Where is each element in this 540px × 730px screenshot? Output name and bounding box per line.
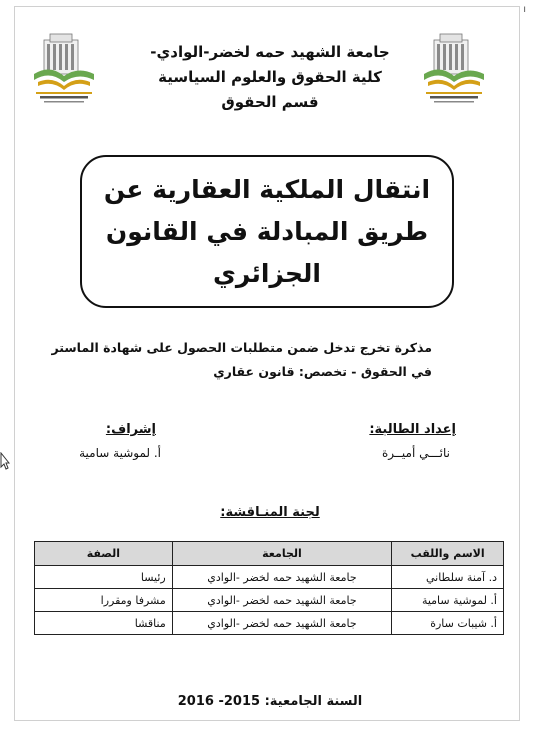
memo-line-1: مذكرة تخرج تدخل ضمن متطلبات الحصول على شهادة الماستر <box>51 340 432 355</box>
thesis-title-line-2: طريق المبادلة في القانون <box>105 217 429 246</box>
university-logo-right <box>420 30 488 112</box>
supervisor-name: أ. لموشية سامية <box>79 446 161 460</box>
cursor-arrow-icon <box>0 452 10 470</box>
table-row <box>35 566 504 589</box>
thesis-title-line-3: الجزائري <box>213 259 321 288</box>
prepared-by-label: إعداد الطالبة: <box>369 422 456 437</box>
member-university: جامعة الشهيد حمه لخضر -الوادي <box>172 612 391 635</box>
member-role: رئيسا <box>35 566 173 589</box>
committee-table <box>34 541 504 635</box>
institution-header <box>150 40 390 115</box>
thesis-title-line-1: انتقال الملكية العقارية عن <box>103 175 431 204</box>
university-logo-left <box>30 30 98 112</box>
student-name: نائـــي أميــرة <box>381 446 450 460</box>
member-university: جامعة الشهيد حمه لخضر -الوادي <box>172 566 391 589</box>
member-role: مشرفا ومقررا <box>35 589 173 612</box>
committee-title: لجنة المنـاقشة: <box>220 505 320 520</box>
supervision-label: إشراف: <box>105 422 156 437</box>
header-role: الصفة <box>35 542 173 566</box>
memo-description <box>32 336 432 384</box>
department-name: قسم الحقوق <box>221 93 319 111</box>
header-university: الجامعة <box>172 542 391 566</box>
member-university: جامعة الشهيد حمه لخضر -الوادي <box>172 589 391 612</box>
faculty-name: كلية الحقوق والعلوم السياسية <box>158 68 382 86</box>
university-name: جامعة الشهيد حمه لخضر-الوادي- <box>150 43 390 61</box>
corner-mark: ı <box>523 4 526 15</box>
member-role: مناقشا <box>35 612 173 635</box>
committee-header-row <box>35 542 504 566</box>
member-name: أ. لموشية سامية <box>392 589 504 612</box>
academic-year: السنة الجامعية: 2015- 2016 <box>177 694 363 709</box>
logo-building-icon <box>434 34 468 74</box>
table-row <box>35 589 504 612</box>
member-name: د. آمنة سلطاني <box>392 566 504 589</box>
table-row <box>35 612 504 635</box>
member-name: أ. شيبات سارة <box>392 612 504 635</box>
memo-line-2: في الحقوق - تخصص: قانون عقاري <box>213 364 432 379</box>
header-name: الاسم واللقب <box>392 542 504 566</box>
thesis-title-box <box>80 155 454 308</box>
logo-building-icon <box>44 34 78 74</box>
